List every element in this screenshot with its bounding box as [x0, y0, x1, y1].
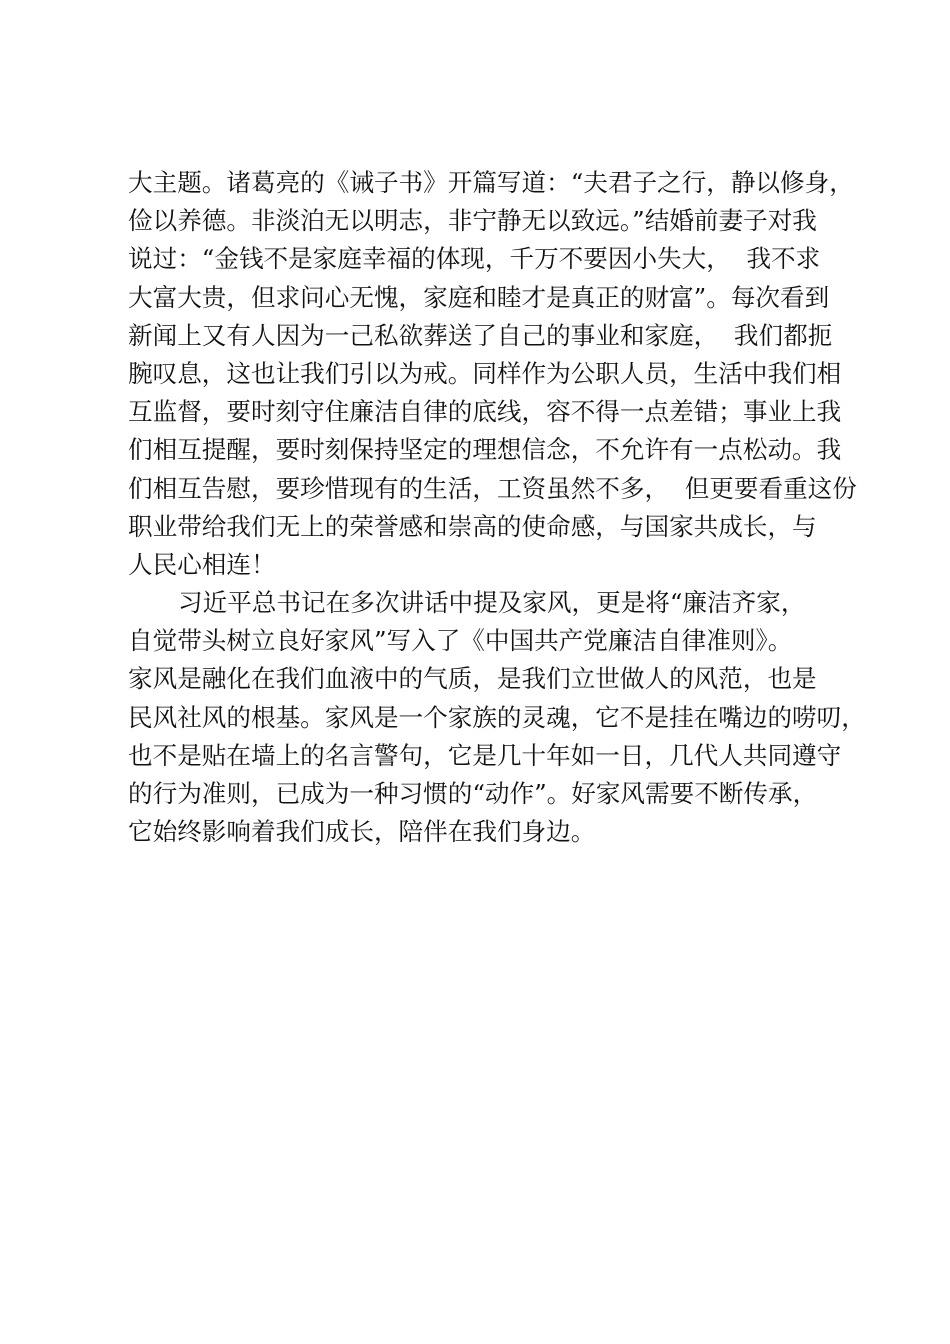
text-line: 们相互告慰，要珍惜现有的生活，工资虽然不多， 但更要看重这份: [128, 473, 857, 503]
paragraph-2: [128, 584, 866, 851]
text-line: 职业带给我们无上的荣誉感和崇高的使命感，与国家共成长，与: [128, 511, 817, 541]
text-line: 民风社风的根基。家风是一个家族的灵魂，它不是挂在嘴边的唠叨，: [128, 702, 866, 732]
text-line: 自觉带头树立良好家风”写入了《中国共产党廉洁自律准则》。: [128, 626, 793, 656]
text-line: 俭以养德。非淡泊无以明志，非宁静无以致远。”结婚前妻子对我: [128, 206, 817, 236]
text-line: 也不是贴在墙上的名言警句，它是几十年如一日，几代人共同遵守: [128, 740, 842, 770]
paragraph-1: [128, 164, 857, 584]
body-text: [128, 164, 866, 851]
text-line: 大富大贵，但求问心无愧，家庭和睦才是真正的财富”。每次看到: [128, 282, 830, 312]
text-line: 新闻上又有人因为一己私欲葬送了自己的事业和家庭， 我们都扼: [128, 320, 833, 350]
text-line: 大主题。诸葛亮的《诫子书》开篇写道：“夫君子之行，静以修身，: [128, 168, 854, 197]
text-line: 家风是融化在我们血液中的气质，是我们立世做人的风范，也是: [128, 664, 817, 694]
text-line: 说过：“金钱不是家庭幸福的体现，千万不要因小失大， 我不求: [128, 244, 821, 274]
text-line: 人民心相连！: [128, 549, 276, 579]
text-line: 习近平总书记在多次讲话中提及家风，更是将“廉洁齐家，: [178, 588, 806, 618]
text-line: 们相互提醒，要时刻保持坚定的理想信念，不允许有一点松动。我: [128, 435, 842, 465]
text-line: 它始终影响着我们成长，陪伴在我们身边。: [128, 817, 596, 847]
text-line: 腕叹息，这也让我们引以为戒。同样作为公职人员，生活中我们相: [128, 358, 842, 388]
text-line: 的行为准则，已成为一种习惯的“动作”。好家风需要不断传承，: [128, 779, 818, 808]
text-line: 互监督，要时刻守住廉洁自律的底线，容不得一点差错；事业上我: [128, 397, 842, 427]
